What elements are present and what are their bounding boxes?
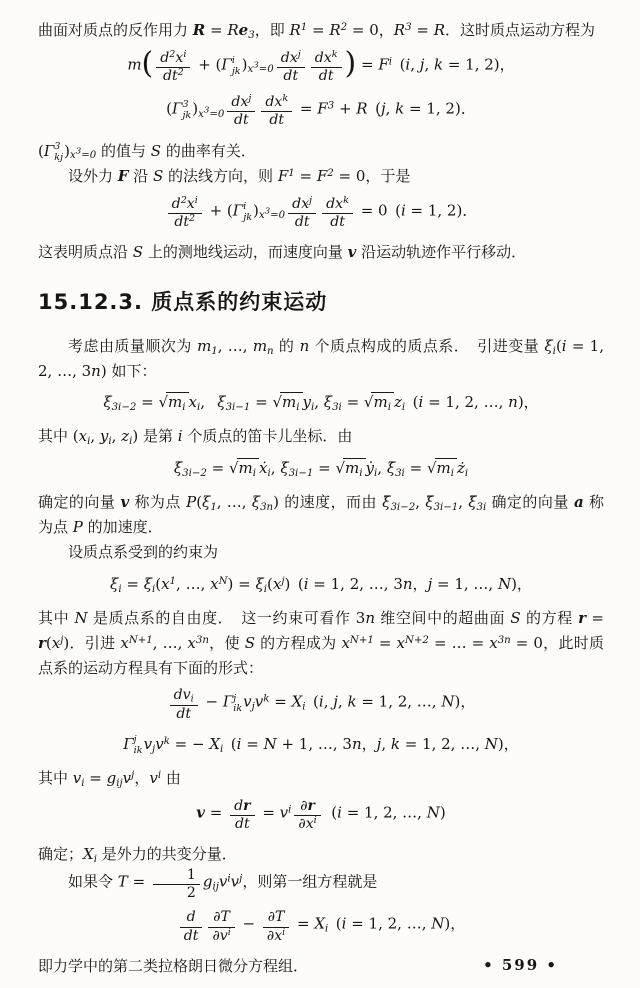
eq-velocity-vector: v = $\frac{dr}{dt}$ = $v^i$ $\frac{\partial r}{\partial x^i}$ (i = 1, 2, …, N) — [196, 797, 446, 832]
para-lagrange-conclusion: 即力学中的第二类拉格朗日微分方程组． — [38, 956, 309, 975]
para-mass-system-intro: 考虑由质量顺次为 $m_1$, …, $m_n$ 的 n 个质点构成的质点系． 引进变量 $\xi_i(i = 1$, 2, …, 3n) 如下： — [38, 336, 604, 380]
para-cartesian-note: 其中 ($x_i$, $y_i$, $z_i$) 是第 i 个质点的笛卡儿坐标．由 — [38, 427, 353, 448]
para-reaction-force: 曲面对质点的反作用力 $R = Re_3$，即 $R^1 = R^2 = 0$，$R^3 = R$．这时质点运动方程为 — [38, 21, 595, 41]
eq-tangential-motion: m( $\frac{d^2x^i}{dt^2}$ + (Γ i jk )$_{x^3=0}$ $\frac{dx^j}{dt}$ $\frac{dx^k}{dt}$ ) = $F^i$ (i, j, k = 1, 2)， — [127, 46, 515, 85]
eq-motion-second-group: Γ j ik $v_jv^k$ = − $X_i$ (i = N + 1, …, 3n，j, k = 1, 2, …, N)， — [123, 734, 519, 757]
para-external-force: 设外力 F 沿 S 的法线方向，则 $F^1 = F^2 = 0$，于是 — [68, 166, 411, 185]
para-kinetic-energy: 如果令 T = $\frac{1}{2}$ $g_{ij}v^iv^j$，则第一组方程就是 — [68, 866, 378, 902]
para-velocity-acceleration: 确定的向量 v 称为点 $P(\xi_1$, …, $\xi_{3n}$) 的速度，而由 $\xï_{3i-2}$, $\xï_{3i-1}$, $\xï_{3i}$ 确定的向量 a 称为点 P 的加速度． — [38, 493, 604, 537]
section-heading: 15.12.3. 质点系的约束运动 — [38, 289, 328, 314]
eq-normal-motion: (Γ 3 jk )$_{x^3=0}$ $\frac{dx^j}{dt}$ $\frac{dx^k}{dt}$ = $F^3 + R$ (j, k = 1, 2)． — [166, 93, 476, 129]
eq-motion-first-group: $\frac{dv_i}{dt}$ − Γ j ik $v_jv^k = X_i$ (i, j, k = 1, 2, …, N)， — [38, 687, 604, 722]
eq-geodesic: $\frac{d^2x^i}{dt^2}$ + (Γ i jk )$_{x^3=0}$ $\frac{dx^j}{dt}$ $\frac{dx^k}{dt}$ = 0 (i = 1, 2)． — [38, 196, 604, 231]
eq-xi-dot: $\xi̇_{3i-2} = √m_i$ ẋ$_i$, $\xi̇_{3i-1} = √m_i$ ẏ$_i$, $\xi̇_{3i} = √m_i$ $ż_i$ — [173, 459, 469, 480]
para-degrees-of-freedom: 其中 N 是质点系的自由度． 这一约束可看作 3n 维空间中的超曲面 S 的方程 $r = r(x^j)$．引进 $x^{N+1}$, …, $x^{3n}$，使 S 的方程成为 $x^{N+1} = x^{N+2}$ = … = $x^{3n} = 0$，此时质点系的运动方程具有下面的形式： — [38, 608, 604, 677]
para-geodesic-conclusion: 这表明质点沿 S 上的测地线运动，而速度向量 v 沿运动轨迹作平行移动． — [38, 242, 527, 261]
eq-xi-definition: $\xi_{3i-2} = √m_i$ $x_i$, $\xi_{3i-1} = √m_i$ $y_i$, $\xi_{3i} = √m_i$ $z_i$ (i = 1, 2, …, n)， — [103, 393, 539, 414]
page-number: • 599 • — [483, 956, 558, 974]
para-constraint-intro: 设质点系受到的约束为 — [68, 542, 219, 561]
para-curvature-note: (Γ 3 kj )$_{x^3=0}$ 的值与 S 的曲率有关． — [38, 141, 256, 163]
para-covariant-v: 其中 $v_i = g_{ij}v^j$，$v^i$ 由 — [38, 768, 181, 789]
para-covariant-component: 确定；$X_i$ 是外力的共变分量． — [38, 845, 237, 865]
eq-constraint: $\xi_i = \xi_i(x^1$, …, $x^N) = \xi_i(x^j)$ (i = 1, 2, …, 3n，j = 1, …, N)， — [110, 574, 532, 595]
eq-lagrange: $\frac{d}{dt}$ $\frac{\partial T}{\partial v^i}$ − $\frac{\partial T}{\partial x^i}$ = $X_i$ (i = 1, 2, …, N)， — [38, 909, 604, 944]
